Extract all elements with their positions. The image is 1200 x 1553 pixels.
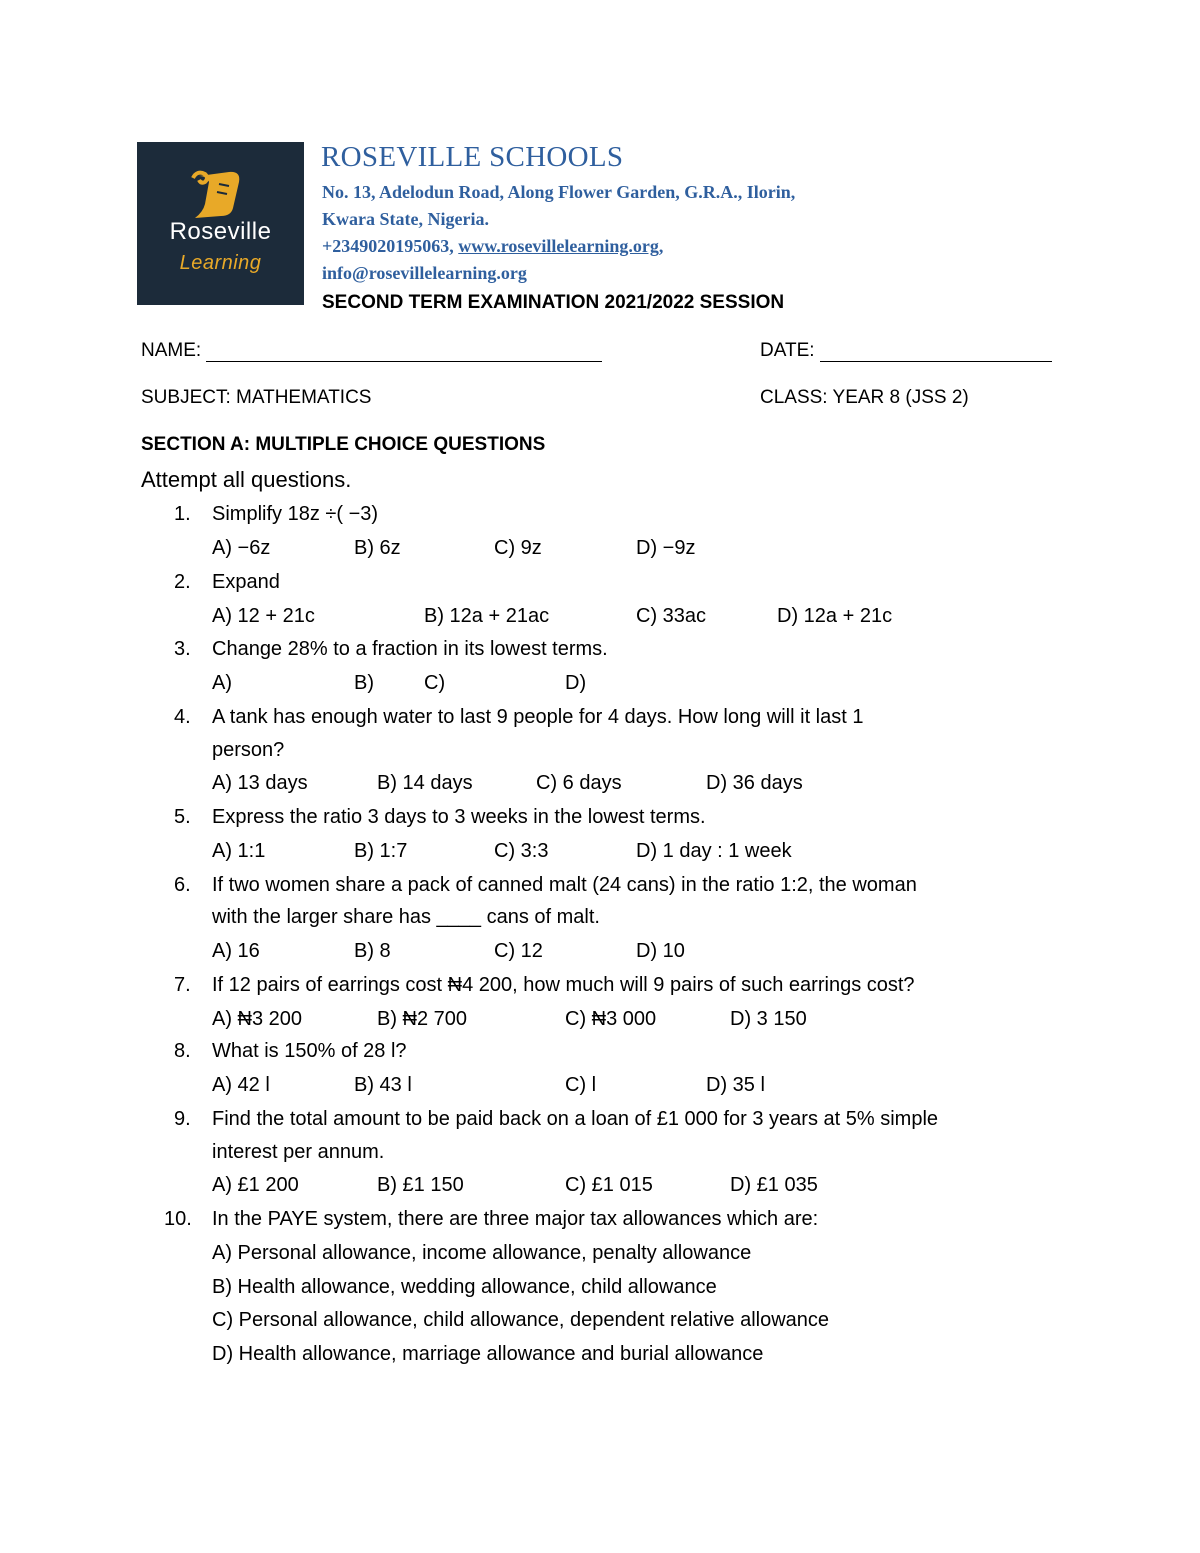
question-text: What is 150% of 28 l? xyxy=(212,1040,407,1062)
class-label: CLASS: YEAR 8 (JSS 2) xyxy=(760,387,969,408)
option-d: D) Health allowance, marriage allowance and burial allowance xyxy=(212,1343,764,1365)
option-c: C) 3:3 xyxy=(494,840,549,862)
phone-number: +2349020195063, xyxy=(322,236,459,256)
email-address: info@rosevillelearning.org xyxy=(322,263,527,283)
instruction-text: Attempt all questions. xyxy=(141,467,352,492)
question-number: 5. xyxy=(174,806,191,828)
option-b: B) 1:7 xyxy=(354,840,408,862)
option-d: D) 1 day : 1 week xyxy=(636,840,792,862)
question-text: Simplify 18z ÷( −3) xyxy=(212,503,379,525)
option-a: A) xyxy=(212,672,232,694)
name-label: NAME: xyxy=(141,340,207,361)
option-d: D) 12a + 21c xyxy=(777,605,893,627)
option-a: A) 12 + 21c xyxy=(212,605,315,627)
scroll-icon xyxy=(189,168,251,220)
section-title: SECTION A: MULTIPLE CHOICE QUESTIONS xyxy=(141,434,546,455)
website-suffix: , xyxy=(658,236,664,256)
option-d: D) 36 days xyxy=(706,772,803,794)
date-blank-line xyxy=(820,343,1052,362)
option-c: C) ₦3 000 xyxy=(565,1008,657,1030)
question-number: 4. xyxy=(174,706,191,728)
question-number: 3. xyxy=(174,638,191,660)
option-b: B) 14 days xyxy=(377,772,473,794)
question-text: If two women share a pack of canned malt (24 cans) in the ratio 1:2, the woman xyxy=(212,874,917,896)
option-d: D) 3 150 xyxy=(730,1008,807,1030)
option-b: B) £1 150 xyxy=(377,1174,464,1196)
question-number: 6. xyxy=(174,874,191,896)
subject-label: SUBJECT: MATHEMATICS xyxy=(141,387,372,408)
option-b: B) 12a + 21ac xyxy=(424,605,550,627)
question-text: In the PAYE system, there are three major tax allowances which are: xyxy=(212,1208,819,1230)
option-d: D) −9z xyxy=(636,537,696,559)
question-text-line2: person? xyxy=(212,739,285,761)
option-d: D) 10 xyxy=(636,940,685,962)
option-c: C) £1 015 xyxy=(565,1174,653,1196)
option-b: B) 43 l xyxy=(354,1074,412,1096)
option-c: C) 33ac xyxy=(636,605,707,627)
option-a: A) 16 xyxy=(212,940,260,962)
date-row xyxy=(760,340,1052,362)
option-c: C) xyxy=(424,672,446,694)
option-d: D) 35 l xyxy=(706,1074,765,1096)
question-number: 1. xyxy=(174,503,191,525)
option-c: C) 12 xyxy=(494,940,543,962)
option-c: C) 6 days xyxy=(536,772,622,794)
question-number: 10. xyxy=(164,1208,192,1230)
option-a: A) 1:1 xyxy=(212,840,266,862)
option-d: D) xyxy=(565,672,587,694)
school-logo xyxy=(137,142,304,305)
email-line xyxy=(322,263,527,284)
address-line-1: No. 13, Adelodun Road, Along Flower Garden, G.R.A., Ilorin, xyxy=(322,182,796,202)
option-a: A) −6z xyxy=(212,537,271,559)
contact-line xyxy=(322,236,663,257)
question-text: Express the ratio 3 days to 3 weeks in the lowest terms. xyxy=(212,806,706,828)
question-number: 7. xyxy=(174,974,191,996)
question-text: Expand xyxy=(212,571,280,593)
option-a: A) 13 days xyxy=(212,772,308,794)
exam-title: SECOND TERM EXAMINATION 2021/2022 SESSION xyxy=(322,292,785,313)
option-b: B) ₦2 700 xyxy=(377,1008,468,1030)
question-text-line2: interest per annum. xyxy=(212,1141,385,1163)
question-number: 8. xyxy=(174,1040,191,1062)
option-a: A) £1 200 xyxy=(212,1174,299,1196)
question-text: A tank has enough water to last 9 people for 4 days. How long will it last 1 xyxy=(212,706,864,728)
question-text-line2: with the larger share has ____ cans of malt. xyxy=(212,906,600,928)
question-text: Change 28% to a fraction in its lowest terms. xyxy=(212,638,608,660)
name-blank-line xyxy=(206,343,602,362)
option-c: C) l xyxy=(565,1074,597,1096)
option-c: C) Personal allowance, child allowance, dependent relative allowance xyxy=(212,1309,830,1331)
address-line-2: Kwara State, Nigeria. xyxy=(322,209,489,229)
option-b: B) 6z xyxy=(354,537,401,559)
name-row xyxy=(141,340,602,362)
option-b: B) Health allowance, wedding allowance, child allowance xyxy=(212,1276,717,1298)
question-number: 2. xyxy=(174,571,191,593)
question-text: If 12 pairs of earrings cost ₦4 200, how much will 9 pairs of such earrings cost? xyxy=(212,974,915,996)
option-b: B) 8 xyxy=(354,940,391,962)
logo-text-roseville: Roseville xyxy=(169,218,272,245)
option-c: C) 9z xyxy=(494,537,542,559)
option-b: B) xyxy=(354,672,374,694)
question-number: 9. xyxy=(174,1108,191,1130)
logo-text-learning: Learning xyxy=(179,252,262,274)
school-name: ROSEVILLE SCHOOLS xyxy=(321,141,624,173)
option-a: A) Personal allowance, income allowance, penalty allowance xyxy=(212,1242,752,1264)
option-a: A) ₦3 200 xyxy=(212,1008,303,1030)
question-text: Find the total amount to be paid back on a loan of £1 000 for 3 years at 5% simple xyxy=(212,1108,939,1130)
date-label: DATE: xyxy=(760,340,820,361)
option-d: D) £1 035 xyxy=(730,1174,818,1196)
website-link[interactable]: www.rosevillelearning.org xyxy=(458,236,659,256)
option-a: A) 42 l xyxy=(212,1074,270,1096)
